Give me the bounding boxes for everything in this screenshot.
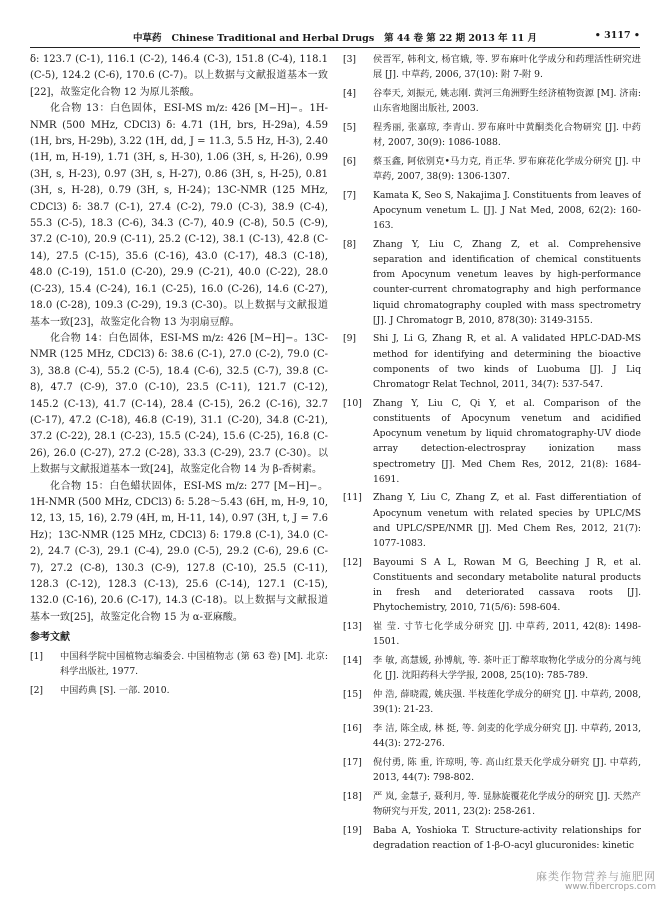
reference-text: 崔 莹. 寸节七化学成分研究 [J]. 中草药, 2011, 42(8): 1498-1501. <box>373 621 641 648</box>
journal-name-cn: 中草药 <box>133 33 162 44</box>
reference-number: [6] <box>343 155 357 167</box>
reference-text: Bayoumi S A L, Rowan M G, Beeching J R, et al. Constituents and secondary metabolite natural products in fresh and deteriorated cassava roots [J]. Phytochemistry, 2010, 71(5/6): 598-604. <box>373 556 641 614</box>
right-column <box>343 52 641 872</box>
reference-number: [9] <box>343 333 357 345</box>
reference-text: 程秀丽, 张嘉琼, 李青山. 罗布麻叶中黄酮类化合物研究 [J]. 中药材, 2007, 30(9): 1086-1088. <box>373 121 641 149</box>
left-column <box>30 52 328 878</box>
journal-name-en: Chinese Traditional and Herbal Drugs <box>171 33 375 44</box>
reference-item <box>343 154 641 184</box>
reference-text: 严 岚, 金慧子, 聂利月, 等. 显脉旋覆花化学成分的研究 [J]. 天然产物研究与开发, 2011, 23(2): 258-261. <box>373 790 641 817</box>
paragraph-compound-12: δ: 123.7 (C-1), 116.1 (C-2), 146.4 (C-3), 151.8 (C-4), 118.1 (C-5), 124.2 (C-6), 170.6 (C-7)。以上数据与文献报道基本一致[22]，故鉴定化合物 12 为原儿茶酸。 <box>30 54 328 98</box>
reference-text: Zhang Y, Liu C, Zhang Z, et al. Comprehensive separation and identification of chemical constituents from Apocynum venetum leaves by high-performance counter-current chromatography and high performance liquid chromatography coupled with mass spectrometry [J]. J Chromatogr B, 2010, 878(30): 3149-3155. <box>373 238 641 326</box>
references-heading: 参考文献 <box>30 632 70 644</box>
reference-item <box>343 687 641 717</box>
reference-item <box>343 396 641 487</box>
reference-item <box>343 721 641 751</box>
reference-text: 蔡玉鑫, 阿依别克•马力克, 肖正华. 罗布麻花化学成分研究 [J]. 中草药, 2007, 38(9): 1306-1307. <box>373 155 641 182</box>
reference-item <box>343 188 641 234</box>
paragraph-compound-15: 化合物 15：白色蜡状固体，ESI-MS m/z: 277 [M−H]−。1H-NMR (500 MHz, CDCl3) δ: 5.28～5.43 (6H, m, H-9, 10, 12, 13, 15, 16), 2.79 (4H, m, H-11, 14), 0.97 (3H, t, J = 7.6 Hz)；13C-NMR (125 MHz, CDCl3) δ: 179.8 (C-1), 34.0 (C-2), 24.7 (C-3), 29.1 (C-4), 29.0 (C-5), 29.2 (C-6), 29.6 (C-7), 27.2 (C-8), 130.3 (C-9), 127.8 (C-10), 25.5 (C-11), 128.3 (C-12), 128.3 (C-13), 25.6 (C-14), 127.1 (C-15), 132.0 (C-16), 20.6 (C-17), 14.3 (C-18)。以上数据与文献报道基本一致[25]，故鉴定化合物 15 为 α-亚麻酸。 <box>30 480 328 623</box>
reference-text: 倪付勇, 陈 重, 许琼明, 等. 高山红景天化学成分研究 [J]. 中草药, 2013, 44(7): 798-802. <box>373 756 641 783</box>
reference-item <box>343 52 641 82</box>
reference-text: 仲 浩, 薛晓霞, 姚庆强. 半枝莲化学成分的研究 [J]. 中草药, 2008, 39(1): 21-23. <box>373 688 641 716</box>
header-rule <box>30 47 640 48</box>
watermark-url: www.fibercrops.com <box>565 882 656 892</box>
reference-text: Kamata K, Seo S, Nakajima J. Constituents from leaves of Apocynum venetum L. [J]. J Nat Med, 2008, 62(2): 160-163. <box>373 189 641 232</box>
reference-number: [3] <box>343 54 357 65</box>
reference-item <box>30 683 328 698</box>
site-watermark <box>536 871 656 893</box>
reference-number: [14] <box>343 655 362 667</box>
reference-number: [2] <box>30 684 44 696</box>
reference-number: [16] <box>343 722 362 734</box>
reference-text: Baba A, Yoshioka T. Structure-activity relationships for degradation reaction of 1-β-O-acyl glucuronides: kinetic <box>373 824 641 851</box>
reference-text: 侯晋军, 韩利文, 杨官娥, 等. 罗布麻叶化学成分和药理活性研究进展 [J]. 中草药, 2006, 37(10): 附 7-附 9. <box>373 54 641 81</box>
reference-item <box>343 823 641 853</box>
reference-number: [18] <box>343 790 362 802</box>
page-number: • 3117 • <box>594 30 640 41</box>
reference-number: [12] <box>343 556 362 568</box>
reference-text: 中国科学院中国植物志编委会. 中国植物志 (第 63 卷) [M]. 北京: 科学出版社, 1977. <box>60 650 328 677</box>
reference-item <box>343 619 641 649</box>
reference-item <box>343 237 641 328</box>
reference-text: Shi J, Li G, Zhang R, et al. A validated HPLC-DAD-MS method for identifying and determining the bioactive components of two kinds of Luobuma [J]. J Liq Chromatogr Relat Technol, 2011, 34(7): 537-547. <box>373 333 641 391</box>
reference-text: Zhang Y, Liu C, Zhang Z, et al. Fast differentiation of Apocynum venetum with related species by UPLC/MS and UPLC/SPE/NMR [J]. Med Chem Res, 2012, 21(7): 1077-1083. <box>373 492 641 550</box>
reference-number: [17] <box>343 756 362 768</box>
reference-item <box>343 653 641 683</box>
reference-item <box>343 755 641 785</box>
reference-item <box>343 490 641 551</box>
reference-text: 谷奉天, 刘振元, 姚志刚. 黄河三角洲野生经济植物资源 [M]. 济南: 山东省地图出版社, 2003. <box>373 87 641 115</box>
references-list-right <box>343 52 641 853</box>
reference-item <box>343 120 641 150</box>
reference-item <box>343 789 641 819</box>
paragraph-compound-14: 化合物 14：白色固体，ESI-MS m/z: 426 [M−H]−。13C-NMR (125 MHz, CDCl3) δ: 38.6 (C-1), 27.0 (C-2), 79.0 (C-3), 38.8 (C-4), 55.2 (C-5), 18.4 (C-6), 32.5 (C-7), 39.8 (C-8), 47.7 (C-9), 37.0 (C-10), 23.5 (C-11), 121.7 (C-12), 145.2 (C-13), 41.7 (C-14), 28.4 (C-15), 26.2 (C-16), 32.7 (C-17), 47.2 (C-18), 46.8 (C-19), 31.1 (C-20), 34.8 (C-21), 37.2 (C-22), 28.1 (C-23), 15.5 (C-24), 15.6 (C-25), 16.8 (C-26), 26.0 (C-27), 27.2 (C-28), 33.3 (C-29), 23.7 (C-30)。以上数据与文献报道基本一致[24]，故鉴定化合物 14 为 β-香树素。 <box>30 332 328 476</box>
reference-item <box>30 649 328 679</box>
paragraph-compound-13: 化合物 13：白色固体，ESI-MS m/z: 426 [M−H]−。1H-NMR (500 MHz, CDCl3) δ: 4.71 (1H, brs, H-29a), 4.59 (1H, brs, H-29b), 3.22 (1H, dd, J = 11.3, 5.5 Hz, H-3), 2.40 (1H, m, H-19), 1.71 (3H, s, H-30), 1.06 (3H, s, H-26), 0.99 (3H, s, H-23), 0.97 (3H, s, H-27), 0.86 (3H, s, H-25), 0.81 (3H, s, H-28), 0.79 (3H, s, H-24)；13C-NMR (125 MHz, CDCl3) δ: 38.7 (C-1), 27.4 (C-2), 79.0 (C-3), 38.9 (C-4), 55.3 (C-5), 18.3 (C-6), 34.3 (C-7), 40.9 (C-8), 50.5 (C-9), 37.2 (C-10), 20.9 (C-11), 25.2 (C-12), 38.1 (C-13), 42.8 (C-14), 27.5 (C-15), 35.6 (C-16), 43.0 (C-17), 48.3 (C-18), 48.0 (C-19), 151.0 (C-20), 29.9 (C-21), 40.0 (C-22), 28.0 (C-23), 15.4 (C-24), 16.1 (C-25), 16.0 (C-26), 14.6 (C-27), 18.0 (C-28), 109.3 (C-29), 19.3 (C-30)。以上数据与文献报道基本一致[23]，故鉴定化合物 13 为羽扇豆醇。 <box>30 103 328 328</box>
reference-number: [13] <box>343 621 362 633</box>
reference-item <box>343 555 641 616</box>
reference-number: [1] <box>30 650 44 662</box>
reference-text: 李 敏, 高慧媛, 孙博航, 等. 茶叶正丁醇萃取物化学成分的分离与纯化 [J]. 沈阳药科大学学报, 2008, 25(10): 785-789. <box>373 655 641 682</box>
reference-number: [19] <box>343 824 362 836</box>
reference-number: [10] <box>343 397 362 409</box>
watermark-text-cn: 麻类作物营养与施肥网 <box>536 870 656 883</box>
reference-number: [5] <box>343 121 357 133</box>
reference-item <box>343 331 641 392</box>
references-list-left <box>30 649 328 698</box>
reference-number: [15] <box>343 688 362 700</box>
reference-text: 李 洁, 陈全成, 林 挺, 等. 剑麦的化学成分研究 [J]. 中草药, 2013, 44(3): 272-276. <box>373 722 641 750</box>
reference-number: [4] <box>343 87 357 99</box>
reference-text: Zhang Y, Liu C, Qi Y, et al. Comparison of the constituents of Apocynum venetum and acidified Apocynum venetum by liquid chromatography-UV diode array detection-electrospray ionization mass spectrometry [J]. Med Chem Res, 2012, 21(8): 1684-1691. <box>373 397 641 485</box>
reference-number: [7] <box>343 189 357 201</box>
running-header <box>30 30 640 44</box>
reference-text: 中国药典 [S]. 一部. 2010. <box>60 684 170 696</box>
journal-banner <box>30 30 640 44</box>
issue-info: 第 44 卷 第 22 期 2013 年 11 月 <box>384 33 537 44</box>
reference-item <box>343 86 641 116</box>
reference-number: [11] <box>343 492 362 504</box>
reference-number: [8] <box>343 238 357 250</box>
